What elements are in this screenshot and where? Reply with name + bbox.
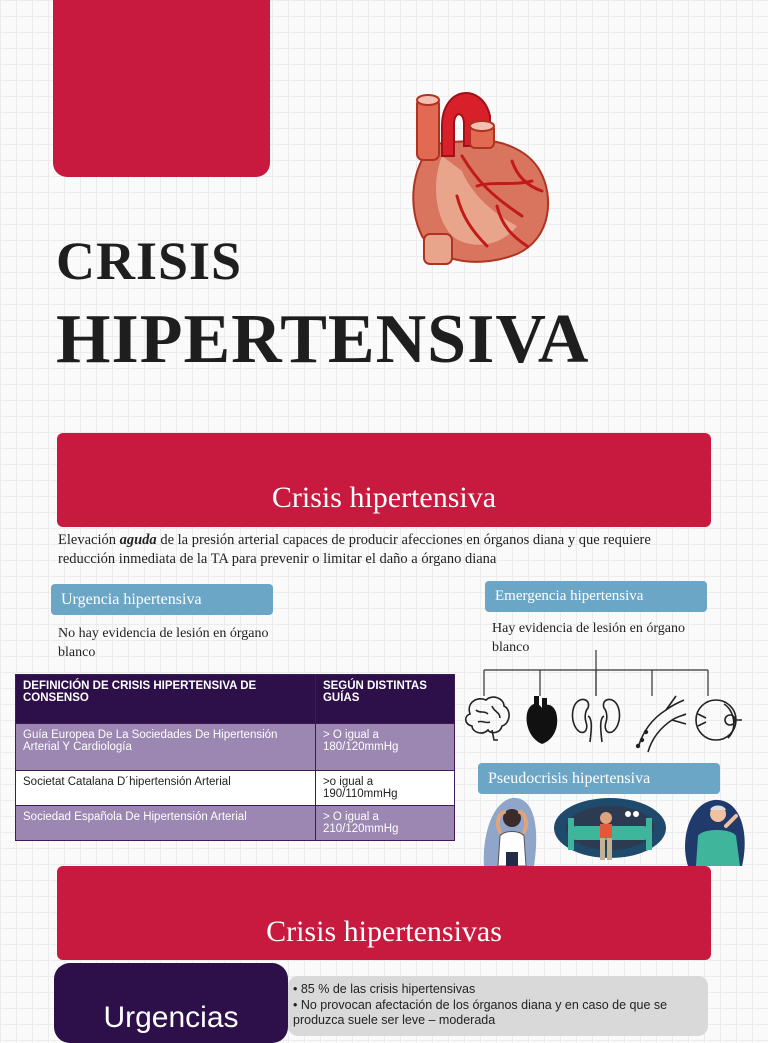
brain-icon <box>466 697 509 740</box>
heart-icon <box>527 696 558 744</box>
table-header: SEGÚN DISTINTAS GUÍAS <box>315 675 454 724</box>
definition-part: Elevación <box>58 532 120 548</box>
emergency-label-pill <box>485 581 707 612</box>
table-cell: Sociedad Española De Hipertensión Arterial <box>16 806 316 841</box>
urgencies-label: Urgencias <box>103 1001 239 1034</box>
urgency-label: Urgencia hipertensiva <box>61 591 202 608</box>
table-row <box>16 806 455 841</box>
table-cell: >o igual a 190/110mmHg <box>315 771 454 806</box>
pseudocrisis-label-pill <box>478 763 720 794</box>
definition-part: de la presión arterial capaces de producir afecciones en órganos diana y que requiere reducción inmediata de la TA para prevenir o limitar el daño a órgano diana <box>58 532 651 567</box>
bullet-text: 85 % de las crisis hipertensivas <box>300 982 476 996</box>
list-item: • No provocan afectación de los órganos diana y en caso de que se produzca suele ser leve – moderada <box>293 997 668 1027</box>
eye-icon <box>696 700 742 740</box>
definition-text <box>58 531 708 569</box>
table-cell: > O igual a 180/120mmHg <box>315 724 454 771</box>
target-organs-diagram <box>462 648 752 756</box>
table-cell: > O igual a 210/120mmHg <box>315 806 454 841</box>
emergency-note: Hay evidencia de lesión en órgano blanco <box>492 621 685 655</box>
definition-table <box>15 674 455 841</box>
anxious-person-illustration <box>554 798 666 860</box>
kidneys-icon <box>573 699 620 742</box>
table-cell: Guía Europea De La Sociedades De Hipertensión Arterial Y Cardiología <box>16 724 316 771</box>
urgency-label-pill <box>51 584 273 615</box>
table-row <box>16 724 455 771</box>
section-banner-crisis <box>57 433 711 527</box>
pseudocrisis-illustrations <box>482 796 752 866</box>
stressed-person-illustration <box>484 798 536 866</box>
urgencies-box <box>54 963 288 1043</box>
section-heading: Crisis hipertensivas <box>266 915 502 948</box>
section-heading: Crisis hipertensiva <box>271 481 497 514</box>
decorative-crimson-block <box>53 0 270 177</box>
blood-vessel-icon <box>637 696 686 752</box>
emergency-label: Emergencia hipertensiva <box>495 588 644 604</box>
main-title-line1: CRISIS <box>56 231 243 291</box>
definition-emphasis: aguda <box>119 532 157 548</box>
main-title-line2: HIPERTENSIVA <box>56 301 590 378</box>
table-cell: Societat Catalana D´hipertensión Arterial <box>16 771 316 806</box>
section-banner-crises <box>57 866 711 960</box>
table-row <box>16 771 455 806</box>
bullet-text: No provocan afectación de los órganos diana y en caso de que se produzca suele ser leve – moderada <box>293 997 668 1027</box>
pseudocrisis-label: Pseudocrisis hipertensiva <box>488 770 651 787</box>
urgencies-bullet-list <box>293 982 703 1029</box>
table-header: DEFINICIÓN DE CRISIS HIPERTENSIVA DE CONSENSO <box>16 675 316 724</box>
urgency-note: No hay evidencia de lesión en órgano blanco <box>58 626 269 660</box>
list-item: • 85 % de las crisis hipertensivas <box>293 982 476 996</box>
elderly-person-illustration <box>685 800 745 866</box>
heart-illustration <box>402 86 558 270</box>
